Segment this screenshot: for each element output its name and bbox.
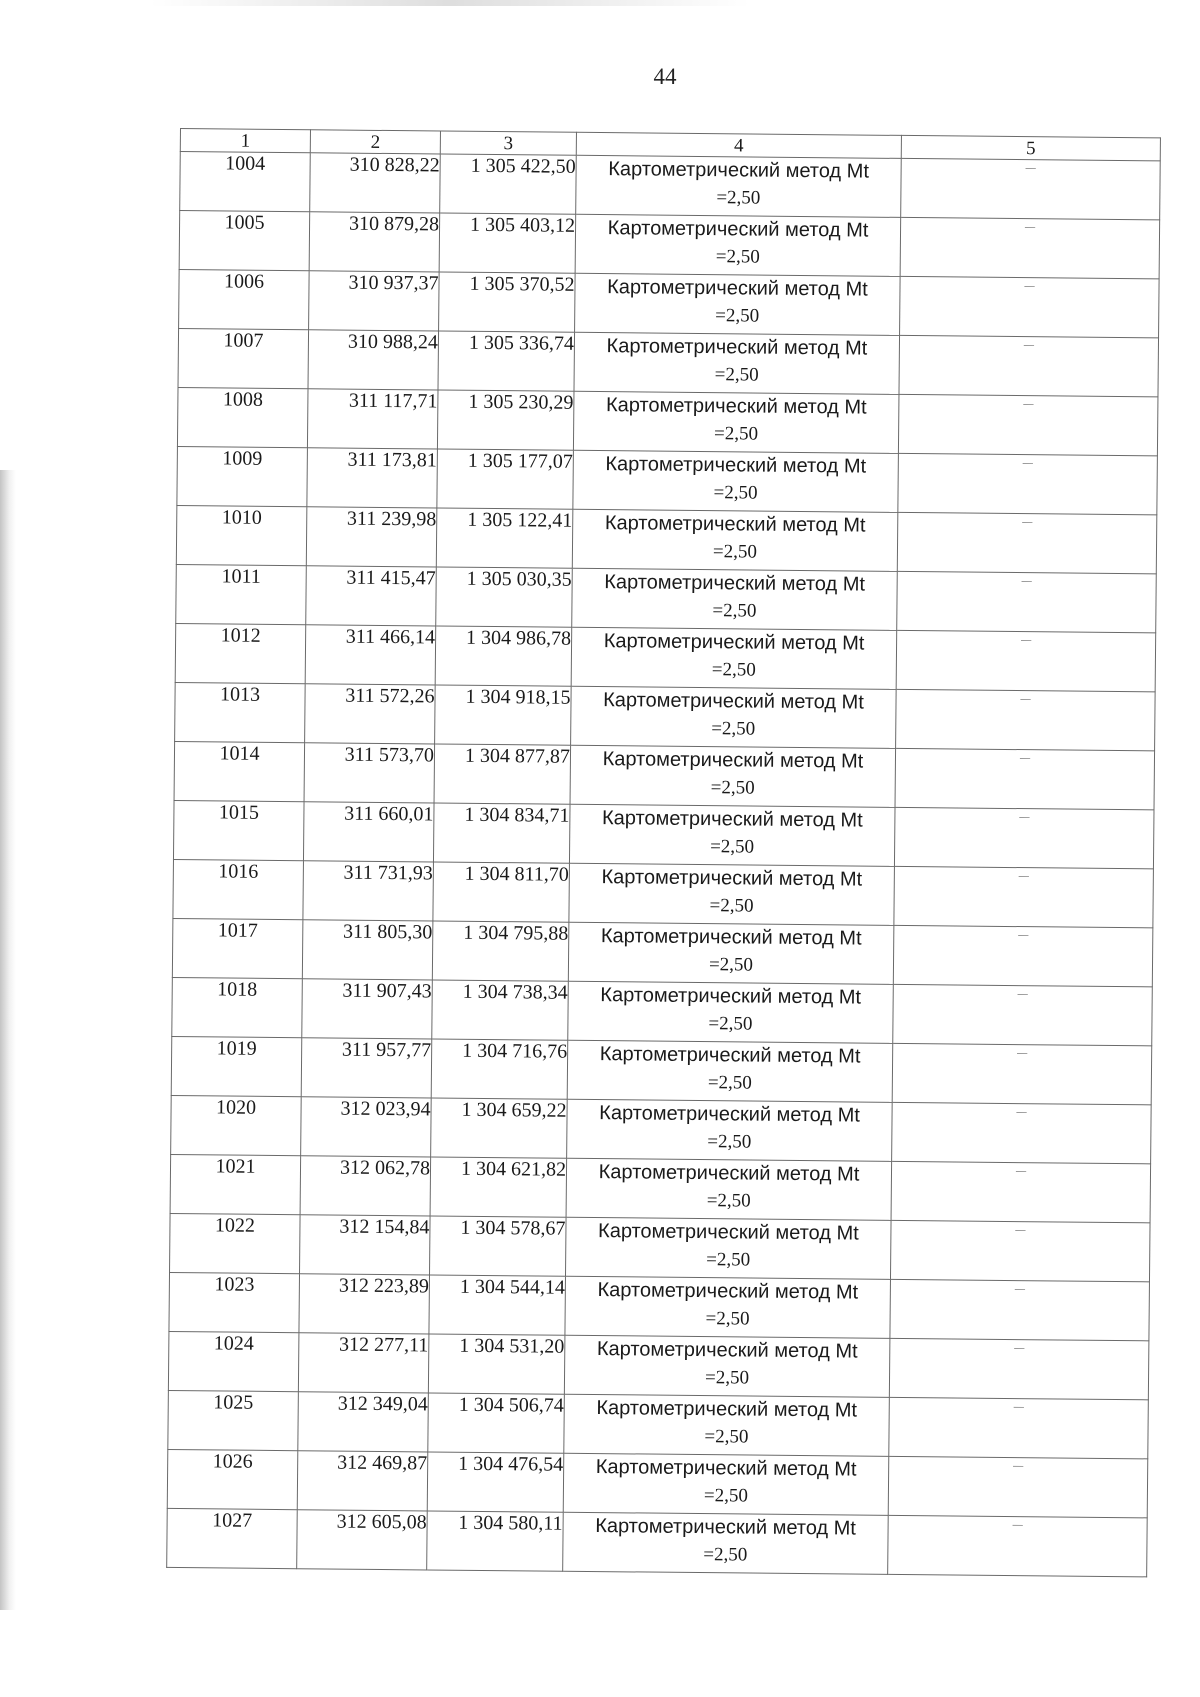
header-col-5: 5 (901, 135, 1160, 160)
method-accuracy: =2,50 (712, 541, 758, 563)
note-cell: – (889, 1397, 1149, 1458)
coordinates-table (166, 128, 1161, 1577)
method-cell (572, 568, 898, 630)
y-coordinate-cell: 1 304 877,87 (434, 744, 571, 804)
y-coordinate-cell: 1 304 834,71 (433, 803, 570, 863)
method-accuracy: =2,50 (715, 246, 760, 268)
point-number-cell: 1021 (170, 1154, 301, 1214)
method-cell (575, 214, 901, 276)
x-coordinate-cell: 311 573,70 (304, 743, 435, 803)
note-cell: – (901, 158, 1161, 219)
method-accuracy: =2,50 (704, 1426, 749, 1448)
note-cell: – (894, 807, 1154, 868)
method-cell (564, 1394, 890, 1456)
method-accuracy: =2,50 (711, 718, 756, 740)
y-coordinate-cell: 1 305 336,74 (438, 331, 575, 391)
y-coordinate-cell: 1 304 506,74 (428, 1393, 565, 1453)
note-cell: – (898, 394, 1158, 455)
y-coordinate-cell: 1 304 621,82 (430, 1157, 567, 1217)
point-number-cell: 1018 (172, 977, 303, 1037)
method-description: Картометрический метод Mt (599, 1043, 861, 1068)
y-coordinate-cell: 1 305 230,29 (437, 390, 574, 450)
method-description: Картометрический метод Mt (600, 984, 862, 1009)
note-cell: – (891, 1161, 1151, 1222)
point-number-cell: 1004 (180, 152, 311, 212)
header-col-3: 3 (440, 131, 576, 155)
x-coordinate-cell: 312 023,94 (301, 1097, 432, 1157)
y-coordinate-cell: 1 304 580,11 (427, 1511, 564, 1571)
method-accuracy: =2,50 (708, 1013, 753, 1035)
point-number-cell: 1012 (175, 623, 306, 683)
method-accuracy: =2,50 (704, 1367, 750, 1389)
method-description: Картометрический метод Mt (597, 1279, 859, 1304)
note-cell: – (892, 1043, 1152, 1104)
point-number-cell: 1006 (179, 269, 310, 329)
scan-artifact-left-edge (0, 470, 16, 1610)
table-row (176, 564, 1157, 632)
point-number-cell: 1014 (174, 741, 305, 801)
method-accuracy: =2,50 (703, 1485, 748, 1507)
method-accuracy: =2,50 (710, 836, 755, 858)
x-coordinate-cell: 312 223,89 (299, 1274, 430, 1334)
method-description: Картометрический метод Mt (605, 453, 867, 478)
point-number-cell: 1008 (177, 387, 308, 447)
note-cell: – (893, 925, 1153, 986)
note-cell: – (896, 630, 1156, 691)
coordinates-table-container (166, 128, 1160, 1577)
point-number-cell: 1015 (173, 800, 304, 860)
point-number-cell: 1016 (173, 859, 304, 919)
method-description: Картометрический метод Mt (596, 1338, 858, 1363)
method-description: Картометрический метод Mt (603, 630, 865, 655)
method-accuracy: =2,50 (707, 1072, 752, 1094)
table-row (177, 446, 1158, 514)
method-cell (570, 745, 896, 807)
method-description: Картометрический метод Mt (604, 571, 866, 596)
method-cell (575, 273, 901, 335)
table-row (174, 741, 1155, 809)
page-number: 44 (653, 64, 677, 89)
note-cell: – (899, 335, 1159, 396)
point-number-cell: 1026 (167, 1449, 298, 1509)
table-row (173, 800, 1154, 868)
point-number-cell: 1005 (179, 211, 310, 271)
method-cell (571, 627, 897, 689)
table-row (175, 682, 1156, 750)
y-coordinate-cell: 1 304 476,54 (427, 1452, 564, 1512)
method-description: Картометрический метод Mt (596, 1397, 858, 1422)
point-number-cell: 1019 (171, 1036, 302, 1096)
method-accuracy: =2,50 (707, 1131, 752, 1153)
x-coordinate-cell: 310 988,24 (308, 330, 439, 390)
y-coordinate-cell: 1 305 030,35 (436, 567, 573, 627)
table-row (175, 623, 1156, 691)
y-coordinate-cell: 1 304 716,76 (431, 1039, 568, 1099)
method-cell (576, 155, 902, 217)
x-coordinate-cell: 312 154,84 (300, 1215, 431, 1275)
table-row (178, 328, 1159, 396)
method-accuracy: =2,50 (706, 1190, 751, 1212)
method-description: Картометрический метод Mt (595, 1456, 857, 1481)
table-row (180, 152, 1161, 220)
note-cell: – (894, 866, 1154, 927)
method-accuracy: =2,50 (714, 423, 759, 445)
method-accuracy: =2,50 (712, 600, 757, 622)
method-accuracy: =2,50 (706, 1249, 751, 1271)
method-accuracy: =2,50 (705, 1308, 750, 1330)
method-cell (566, 1158, 892, 1220)
note-cell: – (900, 276, 1160, 337)
method-description: Картометрический метод Mt (606, 335, 868, 360)
x-coordinate-cell: 311 117,71 (307, 389, 438, 449)
table-row (171, 1095, 1152, 1163)
note-cell: – (900, 217, 1160, 278)
method-accuracy: =2,50 (708, 954, 754, 976)
x-coordinate-cell: 312 605,08 (297, 1510, 428, 1570)
note-cell: – (897, 571, 1157, 632)
method-cell (569, 863, 895, 925)
method-accuracy: =2,50 (711, 659, 756, 681)
y-coordinate-cell: 1 304 795,88 (432, 921, 569, 981)
method-description: Картометрический метод Mt (607, 276, 868, 301)
method-cell (568, 922, 894, 984)
y-coordinate-cell: 1 304 738,34 (432, 980, 569, 1040)
x-coordinate-cell: 312 277,11 (298, 1333, 429, 1393)
method-accuracy: =2,50 (715, 305, 760, 327)
x-coordinate-cell: 310 828,22 (310, 153, 441, 213)
table-row (171, 1036, 1152, 1104)
point-number-cell: 1027 (167, 1508, 298, 1568)
method-description: Картометрический метод Mt (608, 158, 870, 183)
note-cell: – (889, 1338, 1149, 1399)
table-row (168, 1390, 1149, 1458)
point-number-cell: 1010 (176, 505, 307, 565)
table-row (172, 977, 1153, 1045)
header-col-2: 2 (310, 130, 440, 154)
y-coordinate-cell: 1 304 918,15 (435, 685, 572, 745)
y-coordinate-cell: 1 305 370,52 (439, 272, 576, 332)
method-description: Картометрический метод Mt (599, 1102, 860, 1127)
table-row (168, 1331, 1149, 1399)
x-coordinate-cell: 312 469,87 (297, 1451, 428, 1511)
table-row (177, 387, 1158, 455)
note-cell: – (893, 984, 1153, 1045)
method-accuracy: =2,50 (716, 187, 761, 209)
method-description: Картометрический метод Mt (602, 748, 864, 773)
scan-artifact-top (150, 0, 750, 6)
table-row (172, 918, 1153, 986)
method-description: Картометрический метод Mt (605, 394, 867, 419)
x-coordinate-cell: 310 937,37 (309, 271, 440, 331)
note-cell: – (888, 1515, 1148, 1576)
note-cell: – (896, 689, 1156, 750)
method-description: Картометрический метод Mt (600, 925, 862, 950)
y-coordinate-cell: 1 304 986,78 (435, 626, 572, 686)
y-coordinate-cell: 1 304 811,70 (433, 862, 570, 922)
point-number-cell: 1007 (178, 328, 309, 388)
method-description: Картометрический метод Mt (597, 1220, 859, 1245)
y-coordinate-cell: 1 304 659,22 (431, 1098, 568, 1158)
note-cell: – (898, 453, 1158, 514)
table-row (179, 269, 1160, 337)
method-description: Картометрический метод Mt (601, 866, 863, 891)
method-cell (565, 1217, 891, 1279)
y-coordinate-cell: 1 305 422,50 (440, 154, 577, 214)
table-body (167, 152, 1161, 1577)
method-cell (568, 981, 894, 1043)
point-number-cell: 1017 (172, 918, 303, 978)
method-cell (563, 1453, 889, 1515)
table-row (173, 859, 1154, 927)
method-cell (574, 332, 900, 394)
point-number-cell: 1022 (170, 1213, 301, 1273)
note-cell: – (888, 1456, 1148, 1517)
method-cell (569, 804, 895, 866)
x-coordinate-cell: 312 062,78 (300, 1156, 431, 1216)
x-coordinate-cell: 311 907,43 (302, 979, 433, 1039)
x-coordinate-cell: 311 572,26 (305, 684, 436, 744)
x-coordinate-cell: 312 349,04 (298, 1392, 429, 1452)
point-number-cell: 1009 (177, 446, 308, 506)
note-cell: – (892, 1102, 1152, 1163)
method-cell (571, 686, 897, 748)
x-coordinate-cell: 311 660,01 (303, 802, 434, 862)
header-col-4: 4 (576, 132, 901, 158)
y-coordinate-cell: 1 305 177,07 (437, 449, 574, 509)
header-col-1: 1 (180, 129, 310, 153)
method-accuracy: =2,50 (714, 364, 759, 386)
method-cell (563, 1512, 889, 1574)
method-cell (564, 1335, 890, 1397)
point-number-cell: 1025 (168, 1390, 299, 1450)
x-coordinate-cell: 311 415,47 (306, 566, 437, 626)
x-coordinate-cell: 311 239,98 (306, 507, 437, 567)
x-coordinate-cell: 311 805,30 (302, 920, 433, 980)
table-row (167, 1449, 1148, 1517)
y-coordinate-cell: 1 304 578,67 (430, 1216, 567, 1276)
method-description: Картометрический метод Mt (595, 1515, 857, 1540)
x-coordinate-cell: 311 957,77 (301, 1038, 432, 1098)
method-description: Картометрический метод Mt (598, 1161, 860, 1186)
method-description: Картометрический метод Mt (607, 217, 869, 242)
method-cell (573, 450, 899, 512)
method-accuracy: =2,50 (710, 777, 755, 799)
point-number-cell: 1013 (175, 682, 306, 742)
table-row (167, 1508, 1148, 1576)
y-coordinate-cell: 1 305 403,12 (439, 213, 576, 273)
point-number-cell: 1011 (176, 564, 307, 624)
point-number-cell: 1024 (168, 1331, 299, 1391)
x-coordinate-cell: 311 731,93 (303, 861, 434, 921)
x-coordinate-cell: 310 879,28 (309, 212, 440, 272)
note-cell: – (890, 1279, 1150, 1340)
note-cell: – (895, 748, 1155, 809)
method-description: Картометрический метод Mt (601, 807, 863, 832)
method-accuracy: =2,50 (703, 1544, 748, 1566)
table-row (170, 1154, 1151, 1222)
y-coordinate-cell: 1 304 531,20 (428, 1334, 565, 1394)
note-cell: – (890, 1220, 1150, 1281)
method-cell (565, 1276, 891, 1338)
x-coordinate-cell: 311 466,14 (305, 625, 436, 685)
note-cell: – (897, 512, 1157, 573)
method-accuracy: =2,50 (709, 895, 754, 917)
method-description: Картометрический метод Mt (604, 512, 866, 537)
table-row (170, 1213, 1151, 1281)
method-cell (567, 1099, 893, 1161)
y-coordinate-cell: 1 304 544,14 (429, 1275, 566, 1335)
method-cell (572, 509, 898, 571)
y-coordinate-cell: 1 305 122,41 (436, 508, 573, 568)
method-cell (573, 391, 899, 453)
method-description: Картометрический метод Mt (603, 689, 864, 714)
method-accuracy: =2,50 (713, 482, 758, 504)
table-row (179, 211, 1160, 279)
method-cell (567, 1040, 893, 1102)
table-row (176, 505, 1157, 573)
table-row (169, 1272, 1150, 1340)
point-number-cell: 1020 (171, 1095, 302, 1155)
point-number-cell: 1023 (169, 1272, 300, 1332)
x-coordinate-cell: 311 173,81 (307, 448, 438, 508)
